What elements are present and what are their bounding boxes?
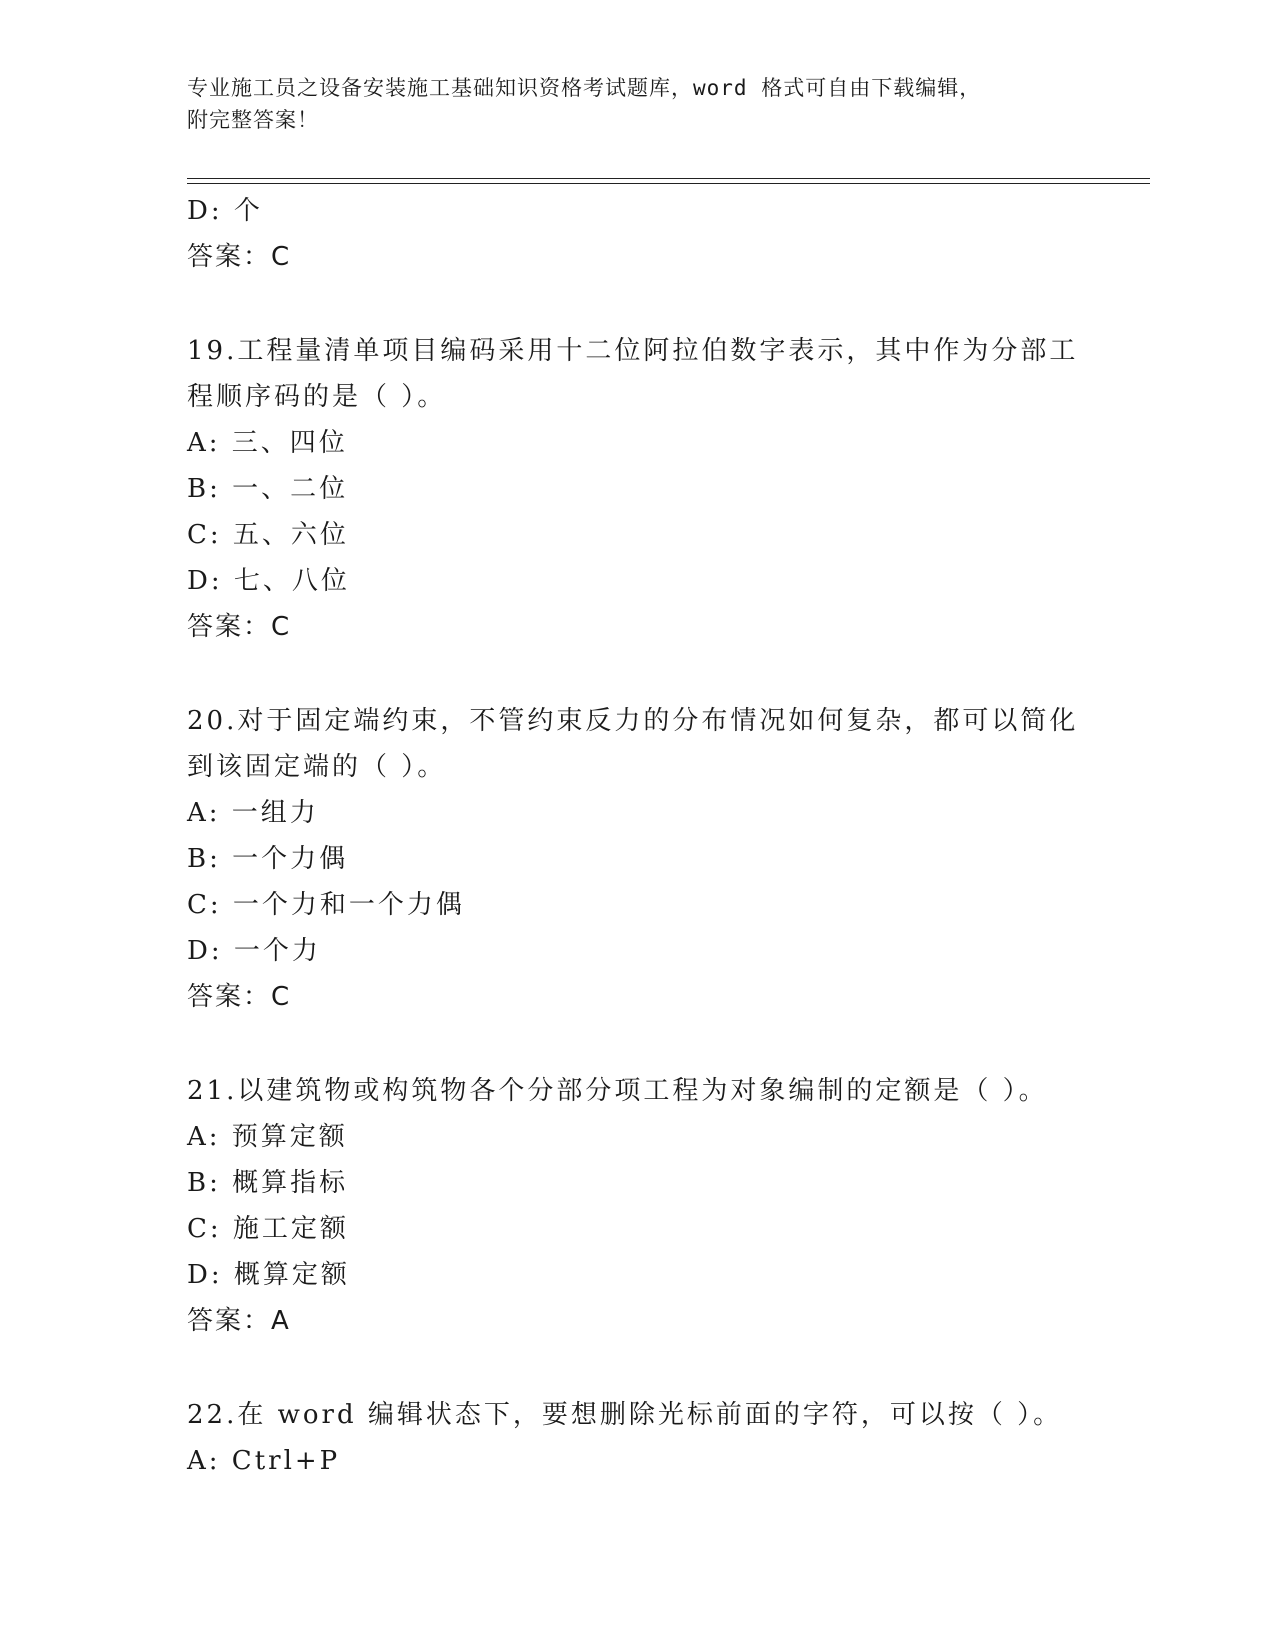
question-22 (187, 1392, 1087, 1484)
option-a: A: Ctrl+P (187, 1446, 341, 1476)
answer: 答案：A (187, 1306, 291, 1336)
option-d: D: 概算定额 (187, 1260, 350, 1290)
option-d: D: 一个力 (187, 936, 321, 966)
option-a: A: 一组力 (187, 798, 319, 828)
option-c: C: 五、六位 (187, 520, 349, 550)
question-text: 20.对于固定端约束，不管约束反力的分布情况如何复杂，都可以简化 (187, 706, 1079, 736)
option-d: D: 七、八位 (187, 566, 350, 596)
question-text-cont: 到该固定端的（ ）。 (187, 752, 447, 782)
spacer (187, 280, 1087, 328)
question-text-cont: 程顺序码的是（ ）。 (187, 382, 447, 412)
question-19 (187, 328, 1087, 650)
question-21 (187, 1068, 1087, 1344)
spacer (187, 1020, 1087, 1068)
option-a: A: 预算定额 (187, 1122, 348, 1152)
header-line-1: 专业施工员之设备安装施工基础知识资格考试题库，word 格式可自由下载编辑， (187, 76, 982, 100)
question-20 (187, 698, 1087, 1020)
answer: 答案：C (187, 612, 292, 642)
spacer (187, 1344, 1087, 1392)
header-line-2: 附完整答案！ (187, 108, 319, 132)
option-a: A: 三、四位 (187, 428, 348, 458)
previous-question-tail (187, 188, 1087, 280)
option-c: C: 施工定额 (187, 1214, 349, 1244)
option-b: B: 一个力偶 (187, 844, 349, 874)
question-text: 22.在 word 编辑状态下，要想删除光标前面的字符，可以按（ ）。 (187, 1400, 1063, 1430)
option-b: B: 概算指标 (187, 1168, 349, 1198)
question-list (187, 188, 1087, 1484)
option-c: C: 一个力和一个力偶 (187, 890, 465, 920)
spacer (187, 650, 1087, 698)
option-b: B: 一、二位 (187, 474, 349, 504)
answer: 答案：C (187, 242, 292, 272)
header-divider-bottom (187, 183, 1150, 184)
answer: 答案：C (187, 982, 292, 1012)
option-d: D: 个 (187, 196, 263, 226)
question-text: 19.工程量清单项目编码采用十二位阿拉伯数字表示，其中作为分部工 (187, 336, 1079, 366)
question-text: 21.以建筑物或构筑物各个分部分项工程为对象编制的定额是（ ）。 (187, 1076, 1048, 1106)
header-divider-top (187, 178, 1150, 179)
document-header (187, 72, 1087, 136)
